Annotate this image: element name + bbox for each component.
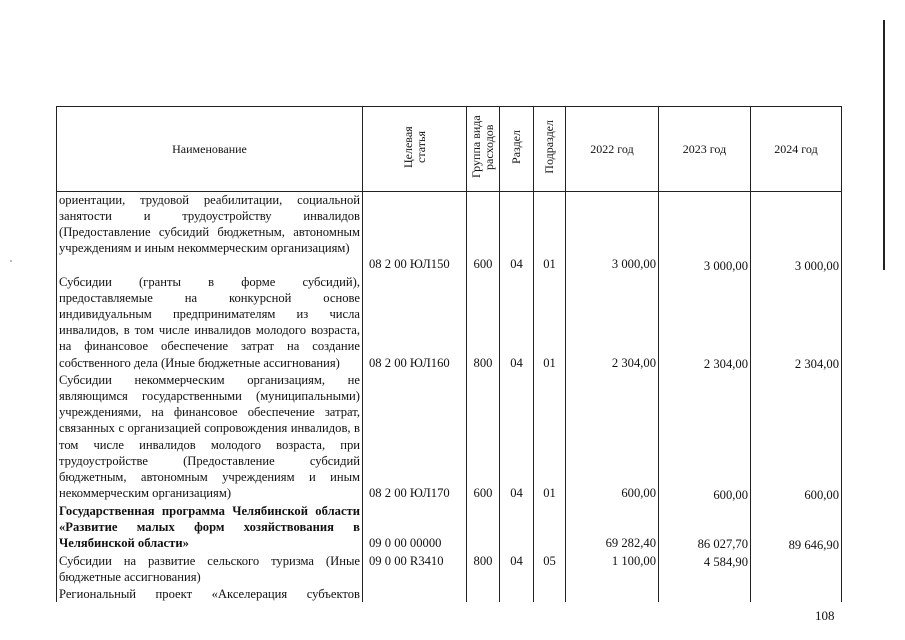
row-section: 04	[500, 274, 534, 372]
header-name: Наименование	[57, 107, 363, 192]
header-2022: 2022 год	[566, 107, 659, 192]
row-2022: 69 282,40	[566, 503, 659, 553]
table-row	[57, 586, 842, 602]
row-subsection: 01	[534, 192, 566, 275]
header-target: Целевая статья	[400, 126, 428, 168]
row-group: 600	[467, 192, 500, 275]
row-2022: 600,00	[566, 372, 659, 503]
row-subsection: 01	[534, 372, 566, 503]
row-code: 08 2 00 ЮЛ150	[363, 192, 467, 275]
header-subsection: Подраздел	[542, 120, 556, 174]
row-section	[500, 586, 534, 602]
row-name: Субсидии (гранты в форме субсидий), предоставляемые на конкурсной основе индивидуальным предпринимателям из числа инвалидов, в том числе инвалидов молодого возраста, на финансовое обеспечение затрат на создание собственного дела (Иные бюджетные ассигнования)	[59, 275, 360, 370]
row-2024	[751, 586, 842, 602]
row-name: ориентации, трудовой реабилитации, социальной занятости и трудоустройству инвалидов (Предоставление субсидий бюджетным, автономным учреждениям и иным некоммерческим организациям)	[59, 193, 360, 256]
row-2023: 3 000,00	[659, 192, 751, 275]
row-2023	[659, 586, 751, 602]
table-row	[57, 553, 842, 585]
row-code: 09 0 00 R3410	[363, 553, 467, 585]
row-name: Субсидии на развитие сельского туризма (Иные бюджетные ассигнования)	[59, 554, 360, 585]
row-2024: 3 000,00	[751, 192, 842, 275]
row-2024	[751, 553, 842, 585]
table-row	[57, 372, 842, 503]
row-2023: 2 304,00	[659, 274, 751, 372]
row-section: 04	[500, 192, 534, 275]
row-subsection	[534, 503, 566, 553]
row-section: 04	[500, 553, 534, 585]
header-2024: 2024 год	[751, 107, 842, 192]
page-number: 108	[815, 608, 835, 623]
row-2022: 1 100,00	[566, 553, 659, 585]
table-row	[57, 274, 842, 372]
row-subsection: 05	[534, 553, 566, 585]
header-2023: 2023 год	[659, 107, 751, 192]
row-subsection: 01	[534, 274, 566, 372]
row-code: 08 2 00 ЮЛ160	[363, 274, 467, 372]
header-section: Раздел	[509, 130, 523, 164]
row-2022	[566, 586, 659, 602]
row-2022: 2 304,00	[566, 274, 659, 372]
row-section	[500, 503, 534, 553]
row-group	[467, 586, 500, 602]
row-code	[363, 586, 467, 602]
row-2023: 4 584,90	[659, 553, 751, 585]
row-2022: 3 000,00	[566, 192, 659, 275]
scan-edge-line	[883, 20, 885, 270]
row-2023: 86 027,70	[659, 503, 751, 553]
header-group: Группа вида расходов	[469, 115, 496, 179]
row-section: 04	[500, 372, 534, 503]
row-group: 800	[467, 553, 500, 585]
row-name: Субсидии некоммерческим организациям, не являющимся государственными (муниципальными) учреждениями, на финансовое обеспечение затрат, связанных с организацией сопровождения инвалидов, в том числе инвалидов молодого возраста, при трудоустройстве (Предоставление субсидий бюджетным, автономным учреждениям и иным некоммерческим организациям)	[59, 373, 360, 500]
table-row	[57, 192, 842, 275]
row-2023: 600,00	[659, 372, 751, 503]
row-subsection	[534, 586, 566, 602]
row-group: 800	[467, 274, 500, 372]
row-name: Региональный проект «Акселерация субъектов	[59, 586, 360, 601]
row-name: Государственная программа Челябинской области «Развитие малых форм хозяйствования в Челябинской области»	[59, 504, 360, 551]
row-2024: 89 646,90	[751, 503, 842, 553]
row-2024: 2 304,00	[751, 274, 842, 372]
row-group: 600	[467, 372, 500, 503]
budget-table	[56, 106, 842, 602]
table-row	[57, 503, 842, 553]
row-2024: 600,00	[751, 372, 842, 503]
scan-speck	[10, 260, 12, 262]
row-code: 09 0 00 00000	[363, 503, 467, 553]
row-group	[467, 503, 500, 553]
table-header	[57, 107, 842, 192]
row-code: 08 2 00 ЮЛ170	[363, 372, 467, 503]
